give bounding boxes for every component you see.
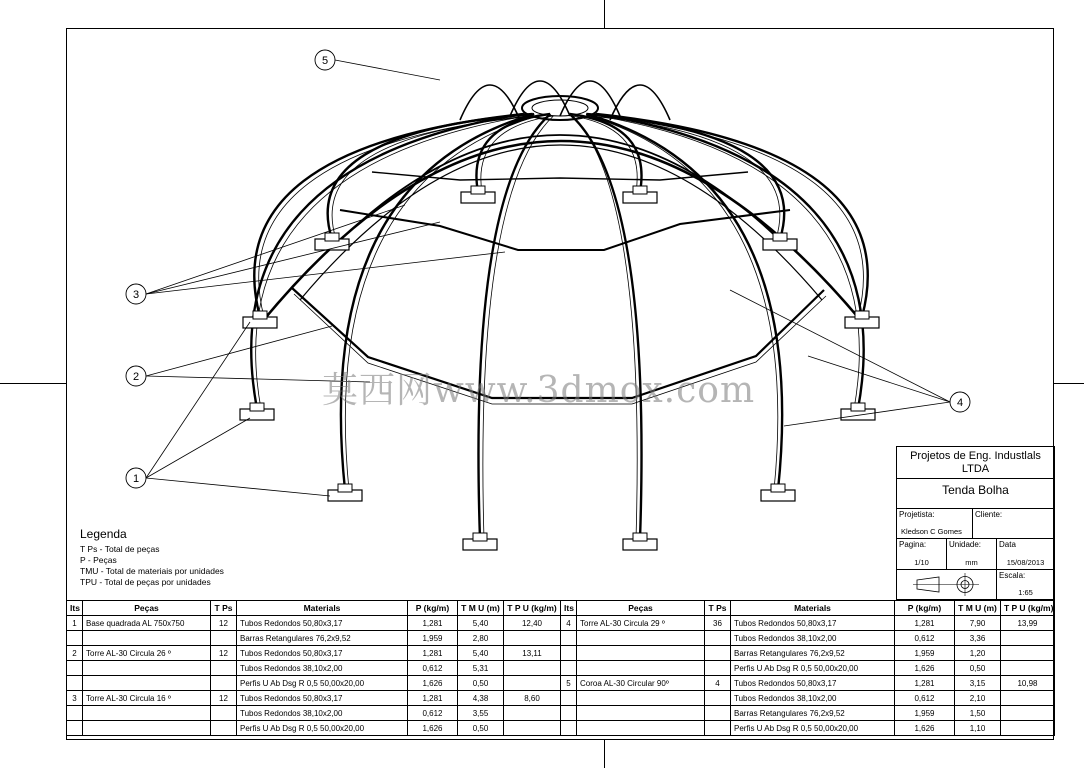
table-cell: 36 xyxy=(705,616,731,631)
base-post xyxy=(633,186,647,194)
callout-number: 3 xyxy=(132,289,140,301)
table-cell: 4,38 xyxy=(458,691,504,706)
callout-number: 4 xyxy=(956,397,964,409)
table-cell xyxy=(705,661,731,676)
table-cell: 1,50 xyxy=(955,706,1001,721)
table-cell: 1,281 xyxy=(408,646,458,661)
table-cell xyxy=(67,631,83,646)
base-post xyxy=(773,233,787,241)
dome-structure xyxy=(251,81,868,539)
leader-line xyxy=(146,418,250,478)
table-cell: 1,959 xyxy=(408,631,458,646)
leader-line xyxy=(730,290,950,402)
leader-line xyxy=(335,60,440,80)
table-cell: Tubos Redondos 50,80x3,17 xyxy=(237,691,408,706)
company-name: Projetos de Eng. Industlals LTDA xyxy=(910,450,1041,475)
leader-line xyxy=(146,326,332,376)
col-header: T Ps xyxy=(211,601,237,616)
table-row xyxy=(67,631,1055,646)
pagina-label: Pagina: xyxy=(899,540,927,549)
col-header: T M U (m) xyxy=(458,601,504,616)
leader-line xyxy=(146,322,250,478)
base-post xyxy=(338,484,352,492)
base-post xyxy=(855,311,869,319)
table-cell: 3,36 xyxy=(955,631,1001,646)
table-cell: 0,612 xyxy=(408,706,458,721)
table-cell: 1,281 xyxy=(408,616,458,631)
table-cell: Tubos Redondos 50,80x3,17 xyxy=(237,646,408,661)
table-cell xyxy=(504,661,561,676)
table-cell xyxy=(561,646,577,661)
col-header: Peças xyxy=(83,601,211,616)
table-cell xyxy=(561,706,577,721)
truss-rib-chord xyxy=(481,116,553,192)
table-row xyxy=(67,616,1055,631)
base-post xyxy=(771,484,785,492)
table-cell xyxy=(83,631,211,646)
leader-line xyxy=(808,356,950,402)
table-cell: 0,50 xyxy=(955,661,1001,676)
table-cell: Tubos Redondos 50,80x3,17 xyxy=(237,616,408,631)
table-cell xyxy=(577,706,705,721)
leader-line xyxy=(146,222,440,294)
table-cell: 12 xyxy=(211,691,237,706)
table-cell xyxy=(211,706,237,721)
table-cell xyxy=(705,706,731,721)
table-cell: Perfis U Ab Dsg R 0,5 50,00x20,00 xyxy=(237,676,408,691)
leader-line xyxy=(146,252,505,294)
data-value: 15/08/2013 xyxy=(1006,558,1045,567)
base-post xyxy=(851,403,865,411)
projetista-value: Kledson C Gomes xyxy=(901,527,962,536)
table-cell: Torre AL-30 Circula 29 º xyxy=(577,616,705,631)
escala-label: Escala: xyxy=(999,571,1026,580)
crown-loop xyxy=(560,81,620,116)
table-cell: 1,281 xyxy=(895,676,955,691)
table-cell xyxy=(211,721,237,736)
unidade-label: Unidade: xyxy=(949,540,982,549)
table-cell: 12 xyxy=(211,616,237,631)
table-cell xyxy=(67,676,83,691)
legend-item: P - Peças xyxy=(80,555,117,565)
table-row xyxy=(67,676,1055,691)
callout-number: 5 xyxy=(321,55,329,67)
table-cell xyxy=(1001,721,1055,736)
table-cell xyxy=(705,646,731,661)
table-cell: Tubos Redondos 38,10x2,00 xyxy=(237,661,408,676)
table-cell xyxy=(1001,706,1055,721)
base-post xyxy=(473,533,487,541)
callout-number: 2 xyxy=(132,371,140,383)
callout-number: 1 xyxy=(132,473,140,485)
table-cell: 8,60 xyxy=(504,691,561,706)
projection-symbol xyxy=(896,569,997,600)
table-cell: 1,626 xyxy=(408,676,458,691)
callout-leaders xyxy=(146,60,950,496)
base-post xyxy=(633,533,647,541)
table-cell: Coroa AL-30 Circular 90º xyxy=(577,676,705,691)
table-cell: 3 xyxy=(67,691,83,706)
table-cell xyxy=(83,676,211,691)
table-cell xyxy=(67,706,83,721)
table-cell xyxy=(1001,646,1055,661)
leader-line xyxy=(784,402,950,426)
base-post xyxy=(325,233,339,241)
table-cell xyxy=(577,661,705,676)
base-post xyxy=(471,186,485,194)
table-cell: 5 xyxy=(561,676,577,691)
table-cell: 0,612 xyxy=(895,631,955,646)
base-post xyxy=(250,403,264,411)
table-cell: Perfis U Ab Dsg R 0,5 50,00x20,00 xyxy=(237,721,408,736)
table-cell: 3,15 xyxy=(955,676,1001,691)
unidade-value: mm xyxy=(965,558,978,567)
table-cell: Tubos Redondos 38,10x2,00 xyxy=(731,631,895,646)
col-header: T P U (kg/m) xyxy=(504,601,561,616)
col-header: Materials xyxy=(237,601,408,616)
table-cell: 1,20 xyxy=(955,646,1001,661)
table-cell: 13,99 xyxy=(1001,616,1055,631)
crown-ring-inner xyxy=(532,100,588,116)
table-row xyxy=(67,721,1055,736)
table-cell: 10,98 xyxy=(1001,676,1055,691)
col-header: Its xyxy=(561,601,577,616)
table-cell xyxy=(561,721,577,736)
table-cell xyxy=(504,676,561,691)
table-cell: Barras Retangulares 76,2x9,52 xyxy=(731,706,895,721)
table-cell: 1 xyxy=(67,616,83,631)
table-cell: Barras Retangulares 76,2x9,52 xyxy=(237,631,408,646)
table-cell: 3,55 xyxy=(458,706,504,721)
title-block xyxy=(896,446,1055,600)
table-cell xyxy=(83,706,211,721)
col-header: T M U (m) xyxy=(955,601,1001,616)
table-cell xyxy=(577,721,705,736)
table-cell xyxy=(83,721,211,736)
table-cell: 5,31 xyxy=(458,661,504,676)
table-cell: 12,40 xyxy=(504,616,561,631)
table-cell: 0,612 xyxy=(408,661,458,676)
table-cell: 2 xyxy=(67,646,83,661)
table-cell xyxy=(577,691,705,706)
table-cell xyxy=(561,691,577,706)
leader-line xyxy=(146,478,330,496)
legend xyxy=(80,527,224,588)
legend-item: T Ps - Total de peças xyxy=(80,544,160,554)
table-cell: 2,10 xyxy=(955,691,1001,706)
table-cell: 1,626 xyxy=(408,721,458,736)
table-cell: 2,80 xyxy=(458,631,504,646)
table-cell xyxy=(1001,661,1055,676)
table-cell xyxy=(67,721,83,736)
legend-item: TMU - Total de materiais por unidades xyxy=(80,566,224,576)
table-cell: Perfis U Ab Dsg R 0,5 50,00x20,00 xyxy=(731,721,895,736)
escala-value: 1:65 xyxy=(1018,588,1033,597)
col-header: T Ps xyxy=(705,601,731,616)
col-header: Peças xyxy=(577,601,705,616)
table-cell: 1,626 xyxy=(895,661,955,676)
table-cell: 1,626 xyxy=(895,721,955,736)
table-cell: 1,281 xyxy=(408,691,458,706)
table-cell: Perfis U Ab Dsg R 0,5 50,00x20,00 xyxy=(731,661,895,676)
table-cell: 12 xyxy=(211,646,237,661)
cliente-label: Cliente: xyxy=(975,510,1003,519)
legend-item: TPU - Total de peças por unidades xyxy=(80,577,211,587)
table-cell: 0,50 xyxy=(458,721,504,736)
col-header: Its xyxy=(67,601,83,616)
base-post xyxy=(253,311,267,319)
table-cell xyxy=(577,646,705,661)
table-cell: Tubos Redondos 38,10x2,00 xyxy=(731,691,895,706)
table-cell xyxy=(705,631,731,646)
watermark-text: 莫西网www.3dmox.com xyxy=(322,370,756,411)
table-cell xyxy=(561,661,577,676)
table-row xyxy=(67,661,1055,676)
pagina-value: 1/10 xyxy=(914,558,929,567)
table-cell xyxy=(705,721,731,736)
col-header: T P U (kg/m) xyxy=(1001,601,1055,616)
bill-of-materials xyxy=(66,600,1055,736)
first-angle-projection-icon xyxy=(897,570,996,599)
table-cell xyxy=(504,706,561,721)
table-cell: 1,959 xyxy=(895,646,955,661)
table-cell: Tubos Redondos 50,80x3,17 xyxy=(731,616,895,631)
col-header: P (kg/m) xyxy=(895,601,955,616)
table-cell: Torre AL-30 Circula 26 º xyxy=(83,646,211,661)
table-cell xyxy=(504,721,561,736)
table-cell: 5,40 xyxy=(458,646,504,661)
table-cell: 4 xyxy=(561,616,577,631)
table-cell xyxy=(67,661,83,676)
table-row xyxy=(67,691,1055,706)
table-cell xyxy=(1001,631,1055,646)
table-cell: Torre AL-30 Circula 16 º xyxy=(83,691,211,706)
table-cell: 1,281 xyxy=(895,616,955,631)
table-cell: 1,959 xyxy=(895,706,955,721)
table-cell xyxy=(211,676,237,691)
col-header: Materials xyxy=(731,601,895,616)
table-cell xyxy=(577,631,705,646)
table-cell: 0,50 xyxy=(458,676,504,691)
table-cell xyxy=(211,661,237,676)
legend-title: Legenda xyxy=(80,527,127,541)
table-cell: 5,40 xyxy=(458,616,504,631)
table-cell: Barras Retangulares 76,2x9,52 xyxy=(731,646,895,661)
table-cell: 1,10 xyxy=(955,721,1001,736)
bom-header-row xyxy=(67,601,1055,616)
table-cell: Tubos Redondos 50,80x3,17 xyxy=(731,676,895,691)
table-cell: Base quadrada AL 750x750 xyxy=(83,616,211,631)
table-cell: 7,90 xyxy=(955,616,1001,631)
outer-arch-chord xyxy=(300,145,822,300)
table-cell xyxy=(211,631,237,646)
projetista-label: Projetista: xyxy=(899,510,935,519)
table-cell xyxy=(504,631,561,646)
table-cell: Tubos Redondos 38,10x2,00 xyxy=(237,706,408,721)
table-cell: 4 xyxy=(705,676,731,691)
project-title: Tenda Bolha xyxy=(942,483,1009,497)
data-label: Data xyxy=(999,540,1016,549)
table-cell: 13,11 xyxy=(504,646,561,661)
col-header: P (kg/m) xyxy=(408,601,458,616)
table-cell xyxy=(561,631,577,646)
table-cell xyxy=(83,661,211,676)
table-row xyxy=(67,706,1055,721)
table-cell xyxy=(705,691,731,706)
table-cell: 0,612 xyxy=(895,691,955,706)
table-row xyxy=(67,646,1055,661)
table-cell xyxy=(1001,691,1055,706)
